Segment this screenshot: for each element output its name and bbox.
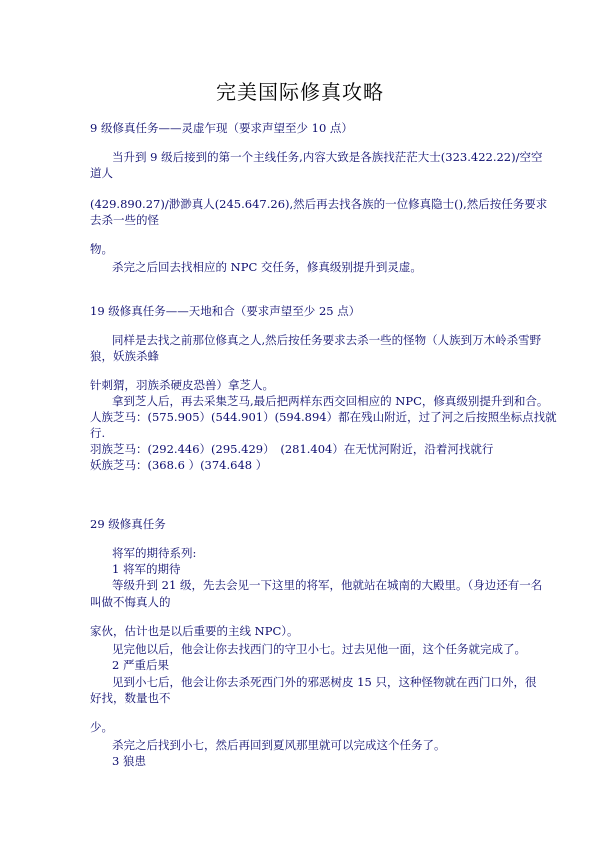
paragraph-line: 将军的期待系列:	[112, 546, 197, 560]
paragraph-line: 妖族芝马：(368.6 ）(374.648 ）	[90, 458, 268, 472]
paragraph-line: 家伙，估计也是以后重要的主线 NPC）。	[90, 624, 299, 638]
paragraph-line: 等级升到 21 级，先去会见一下这里的将军，他就站在城南的大殿里。（身边还有一名	[112, 578, 543, 592]
paragraph-line: 好找，数量也不	[90, 691, 171, 705]
section-heading-29: 29 级修真任务	[90, 517, 166, 531]
paragraph-line: 当升到 9 级后接到的第一个主线任务,内容大致是各族找茫茫大士(323.422.22)/空空	[112, 150, 543, 164]
paragraph-line: 人族芝马：(575.905）(544.901）(594.894）都在残山附近，过了河之后按照坐标点找就	[90, 410, 557, 424]
paragraph-line: 针刺猬，羽族杀硬皮恐兽）拿芝人。	[90, 378, 274, 392]
paragraph-line: 叫做不悔真人的	[90, 595, 171, 609]
paragraph-line: 同样是去找之前那位修真之人,然后按任务要求去杀一些的怪物（人族到万木岭杀雪野	[112, 333, 542, 347]
paragraph-line: 去杀一些的怪	[90, 213, 159, 227]
paragraph-line: 2 严重后果	[112, 658, 169, 672]
paragraph-line: 杀完之后回去找相应的 NPC 交任务，修真级别提升到灵虚。	[112, 260, 422, 274]
paragraph-line: 少。	[90, 720, 113, 734]
page-title: 完美国际修真攻略	[216, 80, 384, 104]
paragraph-line: 拿到芝人后，再去采集芝马,最后把两样东西交回相应的 NPC，修真级别提升到和合。	[112, 394, 549, 408]
paragraph-line: 杀完之后找到小七，然后再回到夏风那里就可以完成这个任务了。	[112, 738, 446, 752]
paragraph-line: 1 将军的期待	[112, 562, 181, 576]
paragraph-line: 见到小七后，他会让你去杀死西门外的邪恶树皮 15 只，这种怪物就在西门口外，很	[112, 675, 537, 689]
paragraph-line: 见完他以后，他会让你去找西门的守卫小七。过去见他一面，这个任务就完成了。	[112, 642, 526, 656]
paragraph-line: 狼，妖族杀蜂	[90, 349, 159, 363]
paragraph-line: 3 狼患	[112, 754, 146, 768]
section-heading-19: 19 级修真任务——天地和合（要求声望至少 25 点）	[90, 304, 361, 318]
paragraph-line: 羽族芝马：(292.446）(295.429） (281.404）在无忧河附近，沿着河找就行	[90, 442, 494, 456]
paragraph-line: 道人	[90, 166, 113, 180]
section-heading-9: 9 级修真任务——灵虚乍现（要求声望至少 10 点）	[90, 121, 353, 135]
paragraph-line: (429.890.27)/渺渺真人(245.647.26),然后再去找各族的一位修真隐士(),然后按任务要求	[90, 197, 548, 211]
paragraph-line: 物。	[90, 242, 113, 256]
paragraph-line: 行.	[90, 426, 106, 440]
